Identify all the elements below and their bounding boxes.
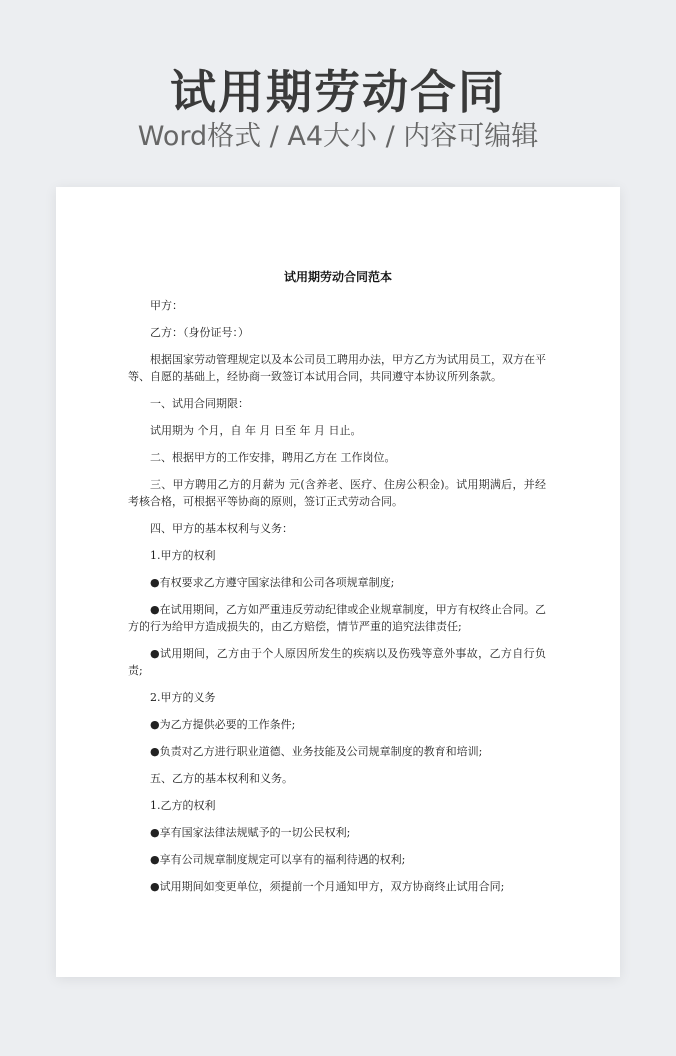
trial-period-paragraph: 试用期为 个月，自 年 月 日至 年 月 日止。 [150,424,362,437]
list-item: ●试用期间，乙方由于个人原因所发生的疾病以及伤残等意外事故，乙方自行负责; [128,647,546,677]
section-3-paragraph: 三、甲方聘用乙方的月薪为 元(含养老、医疗、住房公积金)。试用期满后，并经考核合格，可根据平等协商的原则，签订正式劳动合同。 [128,478,546,508]
document-page [56,187,620,977]
list-item: ●试用期间如变更单位，须提前一个月通知甲方，双方协商终止试用合同; [150,880,505,893]
party-b-rights-heading: 1.乙方的权利 [150,799,216,812]
list-item: ●为乙方提供必要的工作条件; [150,718,296,731]
section-2-paragraph: 二、根据甲方的工作安排，聘用乙方在 工作岗位。 [150,451,396,464]
list-item: ●在试用期间，乙方如严重违反劳动纪律或企业规章制度，甲方有权终止合同。乙方的行为给甲方造成损失的，由乙方赔偿，情节严重的追究法律责任; [128,603,546,633]
document-body [128,297,546,905]
document-title: 试用期劳动合同范本 [283,270,392,284]
section-5-heading: 五、乙方的基本权利和义务。 [150,772,293,785]
section-1-heading: 一、试用合同期限： [150,397,249,410]
list-item: ●负责对乙方进行职业道德、业务技能及公司规章制度的教育和培训; [150,745,483,758]
list-item: ●有权要求乙方遵守国家法律和公司各项规章制度; [150,576,395,589]
list-item: ●享有公司规章制度规定可以享有的福利待遇的权利; [150,853,406,866]
page-title: 试用期劳动合同 [170,65,506,119]
section-4-heading: 四、甲方的基本权利与义务： [150,522,293,535]
party-a-line: 甲方： [150,299,183,312]
list-item: ●享有国家法律法规赋予的一切公民权利; [150,826,351,839]
preamble-paragraph: 根据国家劳动管理规定以及本公司员工聘用办法，甲方乙方为试用员工，双方在平等、自愿的基础上，经协商一致签订本试用合同，共同遵守本协议所列条款。 [128,353,546,383]
party-b-line: 乙方：（身份证号：） [150,326,249,339]
page-subtitle: Word格式 / A4大小 / 内容可编辑 [137,121,539,152]
party-a-duties-heading: 2.甲方的义务 [150,691,216,704]
party-a-rights-heading: 1.甲方的权利 [150,549,216,562]
